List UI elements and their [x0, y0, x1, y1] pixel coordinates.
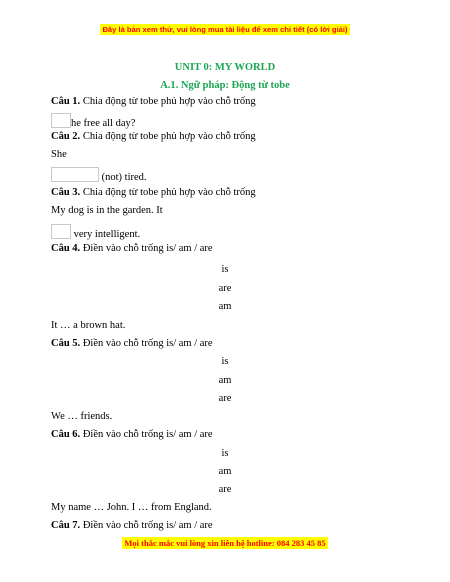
question-2-after-blank: (not) tired.	[101, 172, 147, 183]
question-3	[51, 187, 256, 198]
question-3-after-blank: very intelligent.	[73, 229, 141, 240]
question-3-label: Câu 3.	[51, 187, 81, 198]
question-6-option-2[interactable]: am	[218, 466, 232, 477]
unit-title: UNIT 0: MY WORLD	[174, 62, 276, 73]
question-4-option-1[interactable]: is	[221, 264, 229, 275]
hotline-footer	[0, 538, 450, 549]
question-5-option-2[interactable]: am	[218, 375, 232, 386]
question-4-option-3[interactable]: am	[218, 301, 232, 312]
question-5	[51, 338, 213, 349]
question-6	[51, 429, 213, 440]
question-2-line1: She	[51, 149, 67, 160]
question-2	[51, 131, 256, 142]
preview-banner-text: Đây là bản xem thử, vui lòng mua tài liệu để xem chi tiết (có lời giải)	[102, 25, 348, 34]
question-5-sentence: We … friends.	[51, 411, 113, 422]
question-6-option-3[interactable]: are	[218, 484, 232, 495]
question-1	[51, 96, 256, 107]
question-6-sentence: My name … John. I … from England.	[51, 502, 212, 513]
question-4	[51, 243, 213, 254]
question-5-label: Câu 5.	[51, 338, 81, 349]
question-4-text: Điền vào chỗ trống is/ am / are	[80, 243, 213, 254]
question-5-option-1[interactable]: is	[221, 356, 229, 367]
question-3-text: Chia động từ tobe phủ hợp vào chỗ trống	[80, 187, 256, 198]
question-1-label: Câu 1.	[51, 96, 81, 107]
question-1-answer-line	[51, 113, 135, 129]
section-subtitle: A.1. Ngữ pháp: Động từ tobe	[160, 80, 290, 91]
question-3-blank-input[interactable]	[51, 224, 71, 239]
question-2-text: Chia động từ tobe phủ hợp vào chỗ trống	[80, 131, 256, 142]
question-6-label: Câu 6.	[51, 429, 81, 440]
question-5-option-3[interactable]: are	[218, 393, 232, 404]
question-5-text: Điền vào chỗ trống is/ am / are	[80, 338, 213, 349]
question-2-label: Câu 2.	[51, 131, 81, 142]
question-1-blank-input[interactable]	[51, 113, 71, 128]
preview-banner	[0, 24, 450, 35]
question-1-text: Chia động từ tobe phủ hợp vào chỗ trống	[80, 96, 256, 107]
question-4-sentence: It … a brown hat.	[51, 320, 126, 331]
hotline-footer-text: Mọi thắc mắc vui lòng xin liên hệ hotline: 084 283 45 85	[124, 538, 326, 548]
question-7-text: Điền vào chỗ trống is/ am / are	[80, 520, 213, 531]
question-7	[51, 520, 213, 531]
question-2-blank-input[interactable]	[51, 167, 99, 182]
question-4-option-2[interactable]: are	[218, 283, 232, 294]
question-7-label: Câu 7.	[51, 520, 81, 531]
question-1-after-blank: he free all day?	[71, 118, 136, 129]
question-3-line1: My dog is in the garden. It	[51, 205, 163, 216]
question-6-option-1[interactable]: is	[221, 448, 229, 459]
question-3-answer-line	[51, 224, 140, 240]
question-2-answer-line	[51, 167, 147, 183]
question-6-text: Điền vào chỗ trống is/ am / are	[80, 429, 213, 440]
question-4-label: Câu 4.	[51, 243, 81, 254]
